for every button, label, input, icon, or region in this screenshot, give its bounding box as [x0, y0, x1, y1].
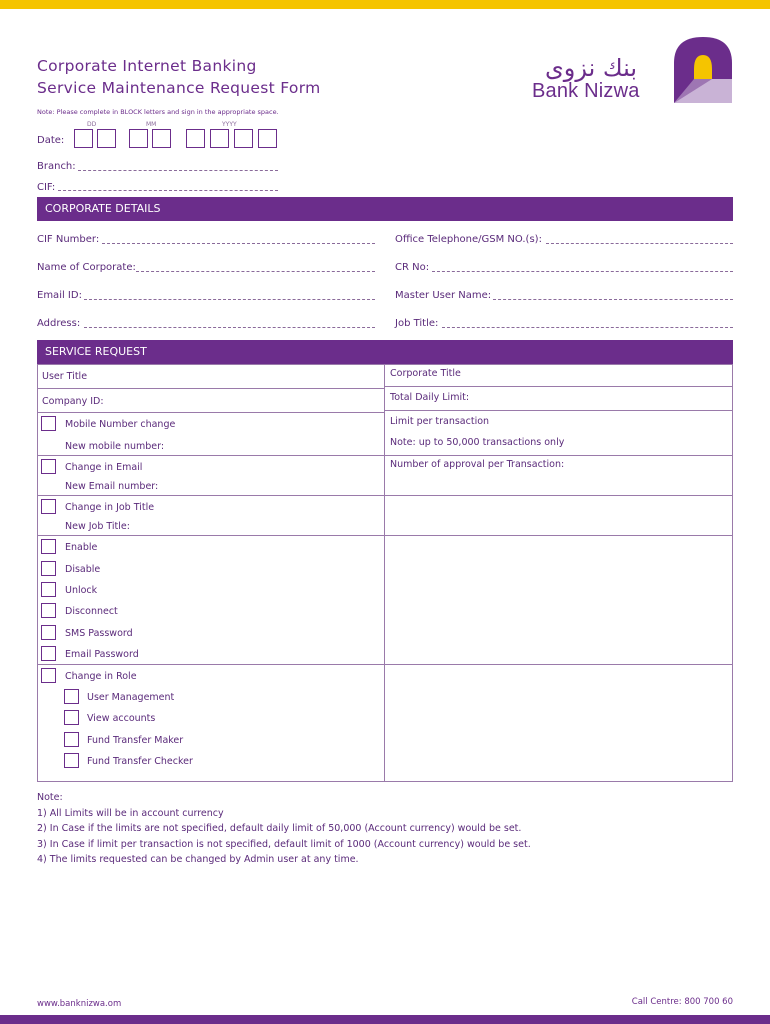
user-management-label: User Management: [87, 692, 175, 703]
date-day-digit-1[interactable]: [74, 129, 93, 148]
limits-notes: [37, 790, 531, 868]
date-year-digit-2[interactable]: [210, 129, 229, 148]
total-daily-limit-label: Total Daily Limit:: [390, 392, 470, 403]
date-year-digit-3[interactable]: [234, 129, 253, 148]
table-row-divider: [385, 410, 733, 411]
date-year-digit-4[interactable]: [258, 129, 277, 148]
corporate-details-heading: CORPORATE DETAILS: [37, 197, 733, 221]
disconnect-checkbox[interactable]: [41, 603, 56, 618]
enable-checkbox[interactable]: [41, 539, 56, 554]
email-password-label: Email Password: [65, 649, 139, 660]
note-item: 1) All Limits will be in account currency: [37, 807, 224, 819]
corporate-title-label: Corporate Title: [390, 368, 461, 379]
limit-note: Note: up to 50,000 transactions only: [390, 437, 565, 448]
cr-no-label: CR No:: [395, 262, 430, 273]
change-in-job-title-label: Change in Job Title: [65, 502, 155, 513]
form-title: [37, 55, 321, 99]
date-month-digit-1[interactable]: [129, 129, 148, 148]
date-yyyy-hint: YYYY: [222, 121, 237, 128]
date-mm-hint: MM: [146, 121, 157, 128]
date-dd-hint: DD: [87, 121, 97, 128]
cr-no-field[interactable]: [432, 271, 733, 272]
note-item: 3) In Case if limit per transaction is not specified, default limit of 1000 (Account currency) would be set.: [37, 838, 531, 850]
table-row-divider: [37, 664, 733, 665]
new-job-title-label: New Job Title:: [65, 521, 130, 532]
fund-transfer-checker-checkbox[interactable]: [64, 753, 79, 768]
website-link[interactable]: www.banknizwa.om: [37, 999, 122, 1009]
master-user-name-label: Master User Name:: [395, 290, 492, 301]
title-line-2: Service Maintenance Request Form: [37, 79, 321, 97]
user-title-label: User Title: [42, 371, 88, 382]
email-id-label: Email ID:: [37, 290, 82, 301]
title-line-1: Corporate Internet Banking: [37, 57, 257, 75]
date-month-digit-2[interactable]: [152, 129, 171, 148]
cif-number-field[interactable]: [102, 243, 375, 244]
change-in-role-checkbox[interactable]: [41, 668, 56, 683]
mobile-number-change-checkbox[interactable]: [41, 416, 56, 431]
cif-field[interactable]: [58, 190, 278, 191]
office-telephone-label: Office Telephone/GSM NO.(s):: [395, 234, 542, 245]
view-accounts-label: View accounts: [87, 713, 156, 724]
date-label: Date:: [37, 135, 65, 146]
email-password-checkbox[interactable]: [41, 646, 56, 661]
cif-label: CIF:: [37, 182, 56, 193]
logo-english-text: Bank Nizwa: [532, 80, 640, 102]
service-request-heading: SERVICE REQUEST: [37, 340, 733, 364]
number-of-approval-label: Number of approval per Transaction:: [390, 459, 565, 470]
date-year-digit-1[interactable]: [186, 129, 205, 148]
notes-heading: Note:: [37, 792, 63, 803]
job-title-label: Job Title:: [395, 318, 439, 329]
table-row-divider: [37, 412, 385, 413]
table-row-divider: [37, 495, 733, 496]
top-accent-bar: [0, 0, 770, 9]
email-id-field[interactable]: [84, 299, 375, 300]
sms-password-checkbox[interactable]: [41, 625, 56, 640]
mobile-number-change-label: Mobile Number change: [65, 419, 176, 430]
fund-transfer-maker-label: Fund Transfer Maker: [87, 735, 184, 746]
address-label: Address:: [37, 318, 81, 329]
table-row-divider: [37, 535, 733, 536]
change-in-job-title-checkbox[interactable]: [41, 499, 56, 514]
note-item: 4) The limits requested can be changed by Admin user at any time.: [37, 854, 359, 865]
table-row-divider: [37, 388, 385, 389]
name-of-corporate-label: Name of Corporate:: [37, 262, 136, 273]
bottom-accent-bar: [0, 1015, 770, 1024]
fund-transfer-maker-checkbox[interactable]: [64, 732, 79, 747]
new-mobile-number-label: New mobile number:: [65, 441, 165, 452]
disconnect-label: Disconnect: [65, 606, 118, 617]
sms-password-label: SMS Password: [65, 628, 133, 639]
company-id-label: Company ID:: [42, 396, 104, 407]
unlock-label: Unlock: [65, 585, 98, 596]
fund-transfer-checker-label: Fund Transfer Checker: [87, 756, 193, 767]
cif-number-label: CIF Number:: [37, 234, 100, 245]
name-of-corporate-field[interactable]: [136, 271, 375, 272]
office-telephone-field[interactable]: [546, 243, 733, 244]
change-in-role-label: Change in Role: [65, 671, 137, 682]
view-accounts-checkbox[interactable]: [64, 710, 79, 725]
job-title-field[interactable]: [442, 327, 733, 328]
logo-arabic-text: بنك نزوى: [545, 54, 638, 82]
table-column-divider: [384, 364, 385, 782]
disable-label: Disable: [65, 564, 101, 575]
date-day-digit-2[interactable]: [97, 129, 116, 148]
table-row-divider: [37, 455, 733, 456]
branch-label: Branch:: [37, 161, 76, 172]
change-in-email-checkbox[interactable]: [41, 459, 56, 474]
bank-nizwa-logo-icon: [672, 35, 734, 103]
disable-checkbox[interactable]: [41, 561, 56, 576]
new-email-number-label: New Email number:: [65, 481, 159, 492]
change-in-email-label: Change in Email: [65, 462, 143, 473]
user-management-checkbox[interactable]: [64, 689, 79, 704]
call-centre-text: Call Centre: 800 700 60: [631, 997, 733, 1007]
table-row-divider: [385, 386, 733, 387]
branch-field[interactable]: [78, 170, 278, 171]
unlock-checkbox[interactable]: [41, 582, 56, 597]
enable-label: Enable: [65, 542, 98, 553]
master-user-name-field[interactable]: [493, 299, 733, 300]
limit-per-transaction-label: Limit per transaction: [390, 416, 490, 427]
note-item: 2) In Case if the limits are not specified, default daily limit of 50,000 (Account currency) would be set.: [37, 823, 522, 834]
block-letters-note: Note: Please complete in BLOCK letters and sign in the appropriate space.: [37, 108, 279, 116]
address-field[interactable]: [84, 327, 375, 328]
